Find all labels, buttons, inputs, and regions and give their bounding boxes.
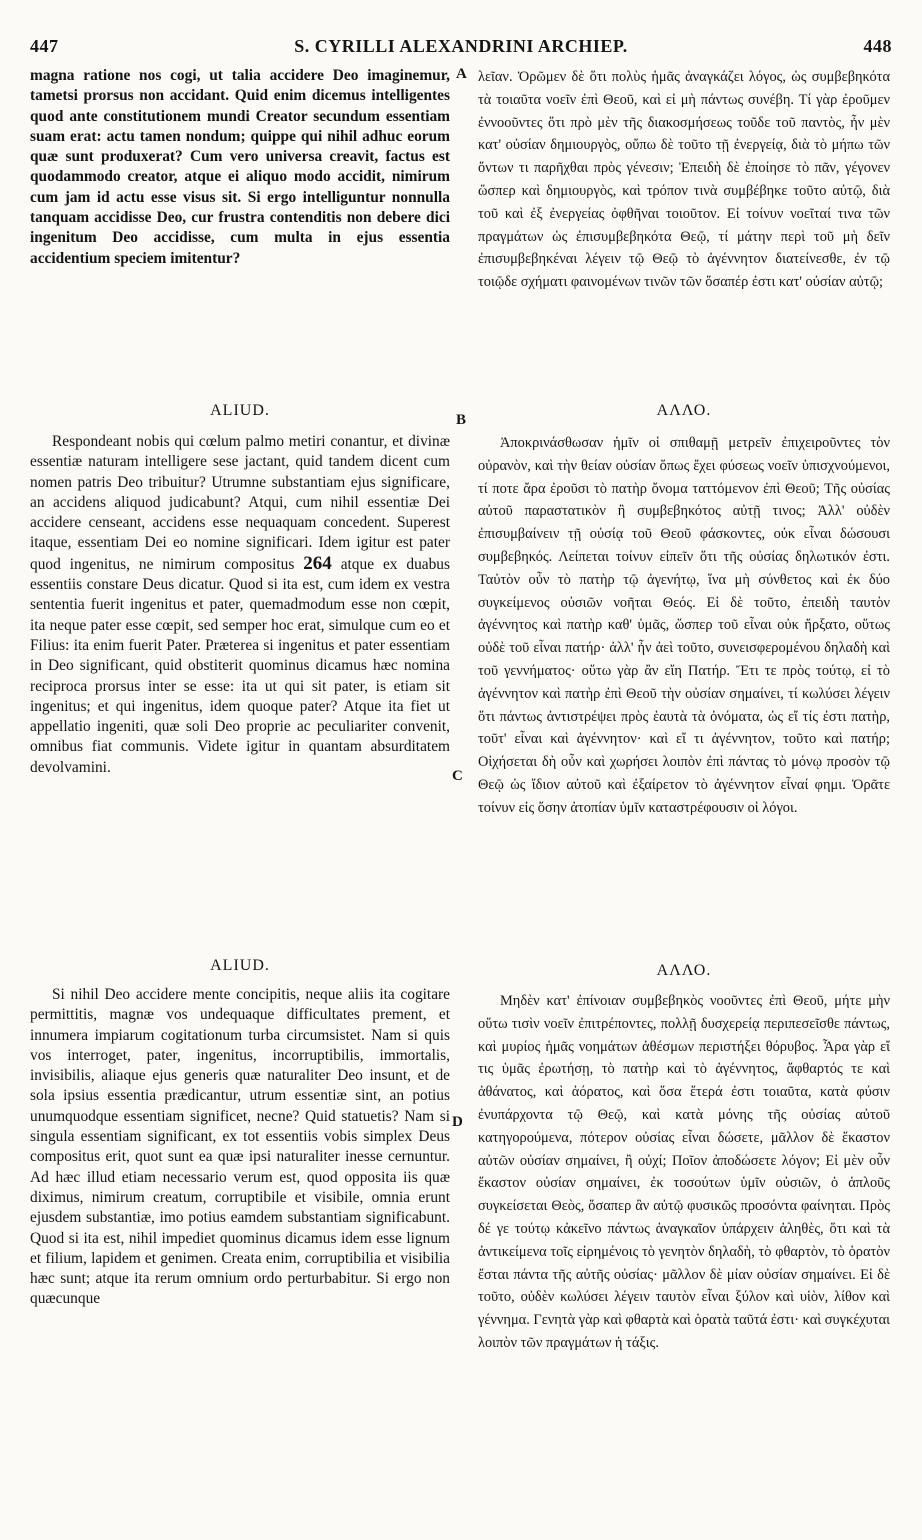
latin-paragraph-2 <box>30 432 450 778</box>
greek-heading-allo-1: ΑΛΛΟ. <box>656 402 712 419</box>
latin-paragraph-1 <box>30 66 450 269</box>
greek-paragraph-1-text: λεῖαν. Ὁρῶμεν δὲ ὅτι πολὺς ἡμᾶς ἀναγκάζει λόγος, ὡς συμβεβηκότα τὰ τοιαῦτα νοεῖν ἐπὶ Θεοῦ, καὶ εἰ μὴ πάντως συνέβη. Τί γὰρ ἐροῦμεν ἐννοοῦντες ὅτι πρὸ μὲν τῆς διακοσμήσεως τοῦδε τοῦ παντὸς, ἦν μὲν κατ' οὐσίαν δημιουργὸς, οὔπω δὲ τοῦτο τῇ ἐνεργείᾳ, διὰ τὸ μήπω τῶν ὄντων τι παρῆχθαι πρὸς γένεσιν; Ἐπειδὴ δὲ ἐποίησε τὸ πᾶν, γέγονεν ὥσπερ καὶ δημιουργὸς, καὶ τρόπον τινὰ συμβέβηκε τοῦτο αὐτῷ, διὰ τοῦ καὶ ἐξ ἐνεργείας ὀφθῆναι τοιοῦτον. Εἰ τοίνυν νοεῖταί τινα τῶν πραγμάτων ὡς ἐπισυμβεβηκότα Θεῷ, τί μάτην περὶ τοῦ μὴ δεῖν ἐπισυμβεβηκέναι λέγειν τῷ Θεῷ τὸ ἀγέννητον διατείνεσθε, ἐν τῷ τοιῷδε σχήματι φαινομένων τινῶν τῶν ὅσαπέρ ἐστι κατ' οὐσίαν αὐτῷ; <box>478 69 890 291</box>
greek-paragraph-3-text: Μηδὲν κατ' ἐπίνοιαν συμβεβηκὸς νοοῦντες ἐπὶ Θεοῦ, μήτε μὴν οὕτω τισὶν νοεῖν ἐπιτρέποντες, πολλῇ δυσχερείᾳ περιπεσεῖσθε πάντως, καὶ μυρίος ἡμᾶς νοημάτων ἀθέσμων περιστήξει θόρυβος. Ἆρα γὰρ εἴ τις ὑμᾶς ἐρωτήσῃ, τὸ πατὴρ καὶ τὸ ἀγέννητος, ἄφθαρτός τε καὶ ἀθάνατος, καὶ ἀόρατος, καὶ ὅσα ἕτερά ἐστι τοιαῦτα, κατὰ φύσιν ἐνυπάρχοντα τῷ Θεῷ, καὶ κατὰ μόνης τῆς οὐσίας αὐτοῦ κατηγορούμενα, πότερον οὐσίας εἶναι δώσετε, μᾶλλον δὲ ἕκαστον αὐτῶν οὐσίαν σημαίνει, ἢ οὐχί; Ποῖον ἀποδώσετε λόγον; Εἰ μὲν οὖν ἕκαστον οὐσίαν σημαίνει, ἐκ τοσούτων ὑμῖν οὐσιῶν, ὁ ἁπλοῦς συγκείσεται Θεὸς, ὅσαπερ ἂν αὐτῷ φυσικῶς προσόντα φαίνηται. Πρὸς δέ γε τούτῳ κἀκεῖνο πάντως ἀναγκαῖον ὑπάρχειν ἀληθὲς, ὅτι καὶ τὰ ἀντικείμενα τοῖς εἰρημένοις τὸ γενητὸν δηλαδὴ, τὸ φθαρτὸν, τὸ ὁρατὸν ἔσται πάντα τῆς αὐτῆς οὐσίας· μᾶλλον δὲ μίαν οὐσίαν σημαίνει. Εἰ δὲ τοῦτο, οὐδὲν κωλύσει λέγειν ταυτὸν εἶναι ξύλον καὶ υἱὸν, λίθον καὶ γέννημα. Γενητὰ γὰρ καὶ φθαρτὰ καὶ ὁρατὰ ταῦτά ἐστι· καὶ συγκέχυται λοιπὸν τῶν πραγμάτων ἡ τάξις. <box>478 993 890 1351</box>
margin-marker-d: D <box>452 1114 463 1130</box>
greek-paragraph-2 <box>478 432 890 820</box>
latin-paragraph-2a: Respondeant nobis qui cœlum palmo metiri conantur, et divinæ essentiæ naturam intelligere sese jactant, quid tandem dicent cum nomen patris Deo tribuitur? Utrumne substantiam ejus significare, an accidens aliquod judicabunt? Atqui, cum nihil essentiæ Dei accidere censeant, accidens esse nequaquam concedent. Superest itaque, essentiam Dei eo nomine significari. Idem igitur est pater quod ingenitus, ne nimirum compositus <box>30 433 450 573</box>
page-number-left: 447 <box>30 36 59 56</box>
latin-paragraph-3-text: Si nihil Deo accidere mente concipitis, neque aliis ita cogitare permittitis, magnæ vos undequaque difficultates prement, et innumera impiarum cogitationum turba circumsistet. Nam si quis vos interroget, pater, ingenitus, incorruptibilis, immortalis, invisibilis, aliaque ejus generis quæ naturaliter Deo insunt, et de sola ipsius essentia prædicantur, utrum essentiæ sint, an potius unumquodque essentiam significet, necne? Quid statuetis? Nam si singula essentiam significant, ex tot essentiis vobis simplex Deus compositus erit, quot sunt ea quæ ipsi naturaliter inesse cernuntur. Ad hæc illud etiam necessario verum est, quod opposita iis quæ diximus, nimirum creatum, corruptibile et visibile, omnia erunt ejusdem substantiæ, imo potius eamdem substantiam significabunt. Quod si ita est, nihil impediet quominus dicamus idem esse lignum et filium, lapidem et genimen. Creata enim, corruptibilia et visibilia hæc sunt; atque ita rerum omnium ordo perturbabitur. Si ergo non quæcunque <box>30 986 450 1308</box>
greek-paragraph-2-text: Ἀποκρινάσθωσαν ἡμῖν οἱ σπιθαμῇ μετρεῖν ἐπιχειροῦντες τὸν οὐρανὸν, καὶ τὴν θείαν οὐσίαν ὅπως ἔχει φύσεως νοεῖν ὑπισχνούμενοι, τί ποτε ἄρα ἐροῦσι τὸ πατὴρ ὄνομα ταττόμενον ἐπὶ Θεοῦ; Τῆς οὐσίας αὐτοῦ παραστατικὸν ἢ συμβεβηκότος αὐτῇ τινος; Ἀλλ' οὐδὲν ἐπισυμβαίνειν τῇ οὐσίᾳ τοῦ Θεοῦ φάσκοντες, οὐκ εἶναι δώσουσι συμβεβηκός. Λείπεται τοίνυν εἰπεῖν ὅτι τῆς οὐσίας δηλωτικόν ἐστι. Ταὐτὸν οὖν τὸ πατὴρ τῷ ἀγενήτῳ, ἵνα μὴ σύνθετος καὶ ἐκ δύο συγκείμενος οὐσιῶν νοῆται Θεός. Εἰ δὲ τοῦτο, ἐπειδὴ ταυτὸν ἀγέννητος καὶ πατὴρ καθ' ὑμᾶς, ὥσπερ τοῦ εἶναι οὐκ ἤρξατο, οὕτως οὐδὲ τοῦ εἶναι πατήρ· ἀλλ' ἦν ἀεὶ τοῦτο, συνεισφερομένου δηλαδὴ καὶ τοῦ γεννήματος· οὕτω γὰρ ἂν εἴη Πατήρ. Ἔτι τε πρὸς τούτῳ, εἰ τὸ ἀγέννητον καὶ πατὴρ ἐπὶ Θεοῦ τὴν οὐσίαν σημαίνει, τί κωλύσει λέγειν ὅτι πάντως ἀντιστρέψει πρὸς ἑαυτὰ τὰ ὀνόματα, ὡς εἴ τίς ἐστι πατὴρ, τοῦτ' εἶναι καὶ ἀγέννητον· καὶ εἴ τι ἀγέννητον, τοῦτο καὶ πατήρ; Οἰχήσεται δὴ οὖν καὶ χωρήσει λοιπὸν ἐπὶ πάντας τὸ μόνῳ προσὸν τῷ Θεῷ ὡς ἴδιον αὐτοῦ καὶ ἐξαίρετον τὸ ἀγέννητον εἶναί φημι. Ὁρᾶτε τοίνυν εἰς ὅσην ἀτοπίαν ὑμῖν καταστρέφουσιν οἱ λόγοι. <box>478 435 890 816</box>
column-number-264: 264 <box>303 552 332 574</box>
latin-paragraph-3 <box>30 985 450 1310</box>
latin-heading-aliud-2: ALIUD. <box>210 957 270 974</box>
latin-paragraph-1-text: magna ratione nos cogi, ut talia accidere Deo imaginemur, tametsi prorsus non accidant. Quid enim dicemus intelligentes quod ante constitutionem mundi Creator secundum essentiam suam erat: actu tamen nondum; quippe qui nihil adhuc eorum quæ sunt produxerat? Cum vero universa creavit, factus est quodammodo creator, atque ei aliquo modo accidit, nimirum cum jam id actu esse visus sit. Si ergo intelliguntur nonnulla tanquam accidisse Deo, cur frustra contenditis non debere dici ingenitum Deo accidisse, cum multa in ejus essentia accidentium speciem imitentur? <box>30 67 450 267</box>
page-number-right: 448 <box>863 36 892 56</box>
latin-heading-aliud-1: ALIUD. <box>210 402 270 419</box>
running-title: S. CYRILLI ALEXANDRINI ARCHIEP. <box>294 36 628 56</box>
margin-marker-b: B <box>456 412 467 428</box>
greek-heading-allo-2: ΑΛΛΟ. <box>656 962 712 979</box>
latin-paragraph-2b: atque ex duabus essentiis constare Deus dicatur. Quod si ita est, cum idem ex vestra sententia fuerit ingenitus et pater, quemadmodum esse non cœpit, ita neque pater esse cœpit, sed semper hoc erat, simulque cum eo et Filius: ita enim fuerit Pater. Præterea si ingenitus et pater essentiam in Deo significant, quid obstiterit quominus dicamus hæc nomina reciproca prorsus inter se esse: ita ut qui sit pater, is etiam sit ingenitus; et qui ingenitus, idem quoque pater? Atque ita fiet ut appellatio ingeniti, quæ soli Deo proprie ac peculiariter convenit, omnibus fiat communis. Videte igitur in quantam absurditatem devolvamini. <box>30 555 450 776</box>
greek-paragraph-3 <box>478 990 890 1355</box>
margin-marker-a: A <box>456 66 467 82</box>
margin-marker-c: C <box>452 768 463 784</box>
greek-paragraph-1 <box>478 66 890 294</box>
page-header <box>30 36 892 60</box>
